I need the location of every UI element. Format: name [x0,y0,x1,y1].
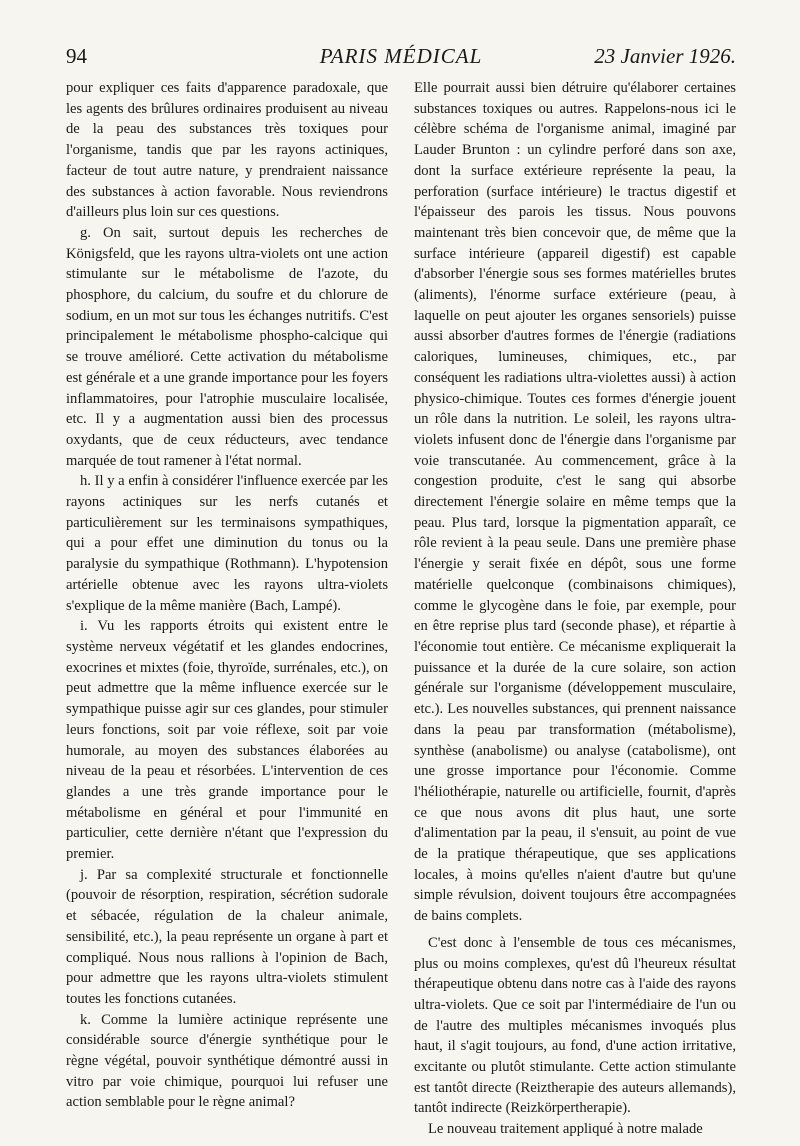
paragraph-k: k. Comme la lumière actinique représente une considérable source d'énergie synthétique pour le règne végétal, pouvoir synthétique démontré aussi in vitro par voie chimique, pourquoi lui refuser une action semblable pour le règne animal? [66,1011,388,1111]
journal-title: PARIS MÉDICAL [319,44,483,68]
paragraph-conclusion: C'est donc à l'ensemble de tous ces mécanismes, plus ou moins complexes, qu'est dû l'heureux résultat thérapeutique obtenu dans notre cas à l'aide des rayons ultra-violets. Que ce soit par l'intermédiaire de l'un ou de l'autre des multiples mécanismes invoqués plus haut, il s'agit toujours, au fond, d'une action irritative, excitante ou plutôt stimulante. Cette action stimulante est tantôt directe (Reiztherapie des auteurs allemands), tantôt indirecte (Reizkörpertherapie). [414,934,736,1117]
paragraph-i: i. Vu les rapports étroits qui existent entre le système nerveux végétatif et les glandes endocrines, exocrines et mixtes (foie, thyroïde, surrénales, etc.), on peut admettre que la même influence exercée sur le sympathique puisse agir sur ces glandes, pour stimuler leurs fonctions, soit par voie réflexe, soit par voie humorale, au moyen des substances élaborées au niveau de la peau et résorbées. L'intervention de ces glandes a une très grande importance pour le métabolisme en général et pour l'immunité en particulier, cette dernière n'étant que l'expression du premier. [66,618,388,863]
paragraph-treatment: Le nouveau traitement appliqué à notre malade [428,1121,703,1138]
paragraph-energy: Elle pourrait aussi bien détruire qu'élaborer certaines substances toxiques ou autres. Rappelons-nous ici le célèbre schéma de l'organisme animal, imaginé par Lauder Brunton : un cylindre perforé dans son axe, dont la surface extérieure représente la peau, la perforation (surface intérieure) le tractus digestif et l'épaisseur des parois les tissus. Nous pouvons maintenant très bien concevoir que, de même que la surface intérieure (appareil digestif) est capable d'absorber l'énergie sous ses formes matérielles brutes (aliments), l'énorme surface extérieure (peau, à laquelle on peut ajouter les organes sensoriels) puisse aussi absorber d'autres formes de l'énergie (radiations caloriques, lumineuses, chimiques, etc., par conséquent les radiations ultra-violettes aussi) à action physico-chimique. Toutes ces formes d'énergie jouent un rôle dans la nutrition. Le soleil, les rayons ultra-violets infusent donc de l'énergie dans l'organisme par voie transcutanée. Au commencement, grâce à la congestion produite, c'est le sang qui absorbe directement l'énergie solaire en même temps que la peau. Plus tard, lorsque la pigmentation apparaît, ce rôle revient à la peau seule. Dans une première phase l'énergie y serait fixée en dépôt, sous une forme matérielle quelconque (combinaisons chimiques), comme le glycogène dans le foie, par exemple, pour en être reprise plus tard (seconde phase), et répartie à l'économie tout entière. Ce mécanisme expliquerait la puissance et la durée de la cure solaire, son action générale sur l'organisme (développement musculaire, etc.). Les nouvelles substances, qui prennent naissance dans la peau par transformation (métabolisme), synthèse (anabolisme) ou analyse (catabolisme), ont une grosse importance pour l'économie. Comme l'héliothérapie, naturelle ou artificielle, fournit, d'après ce que nous avons dit plus haut, une sorte d'alimentation par la peau, il s'ensuit, au point de vue de la pratique thérapeutique, que ses applications locales, à moins qu'elles n'aient d'autre but qu'une simple révulsion, doivent toujours être accompagnées de bains complets. [414,80,736,925]
paragraph-h: h. Il y a enfin à considérer l'influence exercée par les rayons actiniques sur les nerfs cutanés et particulièrement sur les terminaisons sympathiques, qui a pour effet une diminution du tonus ou la paralysie du sympathique (Rothmann). L'hypotension artérielle obtenue avec les rayons ultra-violets s'explique de la même manière (Bach, Lampé). [66,473,388,614]
page-header [66,44,736,74]
left-column [66,78,388,1113]
paragraph-continuation: pour expliquer ces faits d'apparence paradoxale, que les agents des brûlures ordinaires produisent au niveau de la peau des substances très toxiques pour l'organisme, tandis que par les rayons actiniques, facteur de tout autre nature, y prendraient naissance des substances à action favorable. Nous reviendrons d'ailleurs plus loin sur ces questions. [66,80,388,221]
issue-date: 23 Janvier 1926. [594,44,736,68]
paragraph-g: g. On sait, surtout depuis les recherches de Königsfeld, que les rayons ultra-violets ont une action stimulante sur le métabolisme de l'azote, du phosphore, du calcium, du soufre et du chlorure de sodium, en un mot sur tous les échanges nutritifs. C'est principalement le métabolisme phospho-calcique qui se trouve amélioré. Cette activation du métabolisme est générale et a une grande importance pour les foyers inflammatoires, pour l'atrophie musculaire localisée, etc. Il y a augmentation aussi bien des processus oxydants, que de ceux réducteurs, avec tendance marquée de tout ramener à l'état normal. [66,224,388,469]
right-column [414,78,736,1140]
page-number: 94 [66,44,87,68]
paragraph-j: j. Par sa complexité structurale et fonctionnelle (pouvoir de résorption, respiration, sécrétion sudorale et sébacée, régulation de la chaleur animale, sensibilité, etc.), la peau représente un organe à part et compliqué. Nous nous rallions à l'opinion de Bach, pour admettre que les rayons ultra-violets stimulent toutes les fonctions cutanées. [66,866,388,1007]
